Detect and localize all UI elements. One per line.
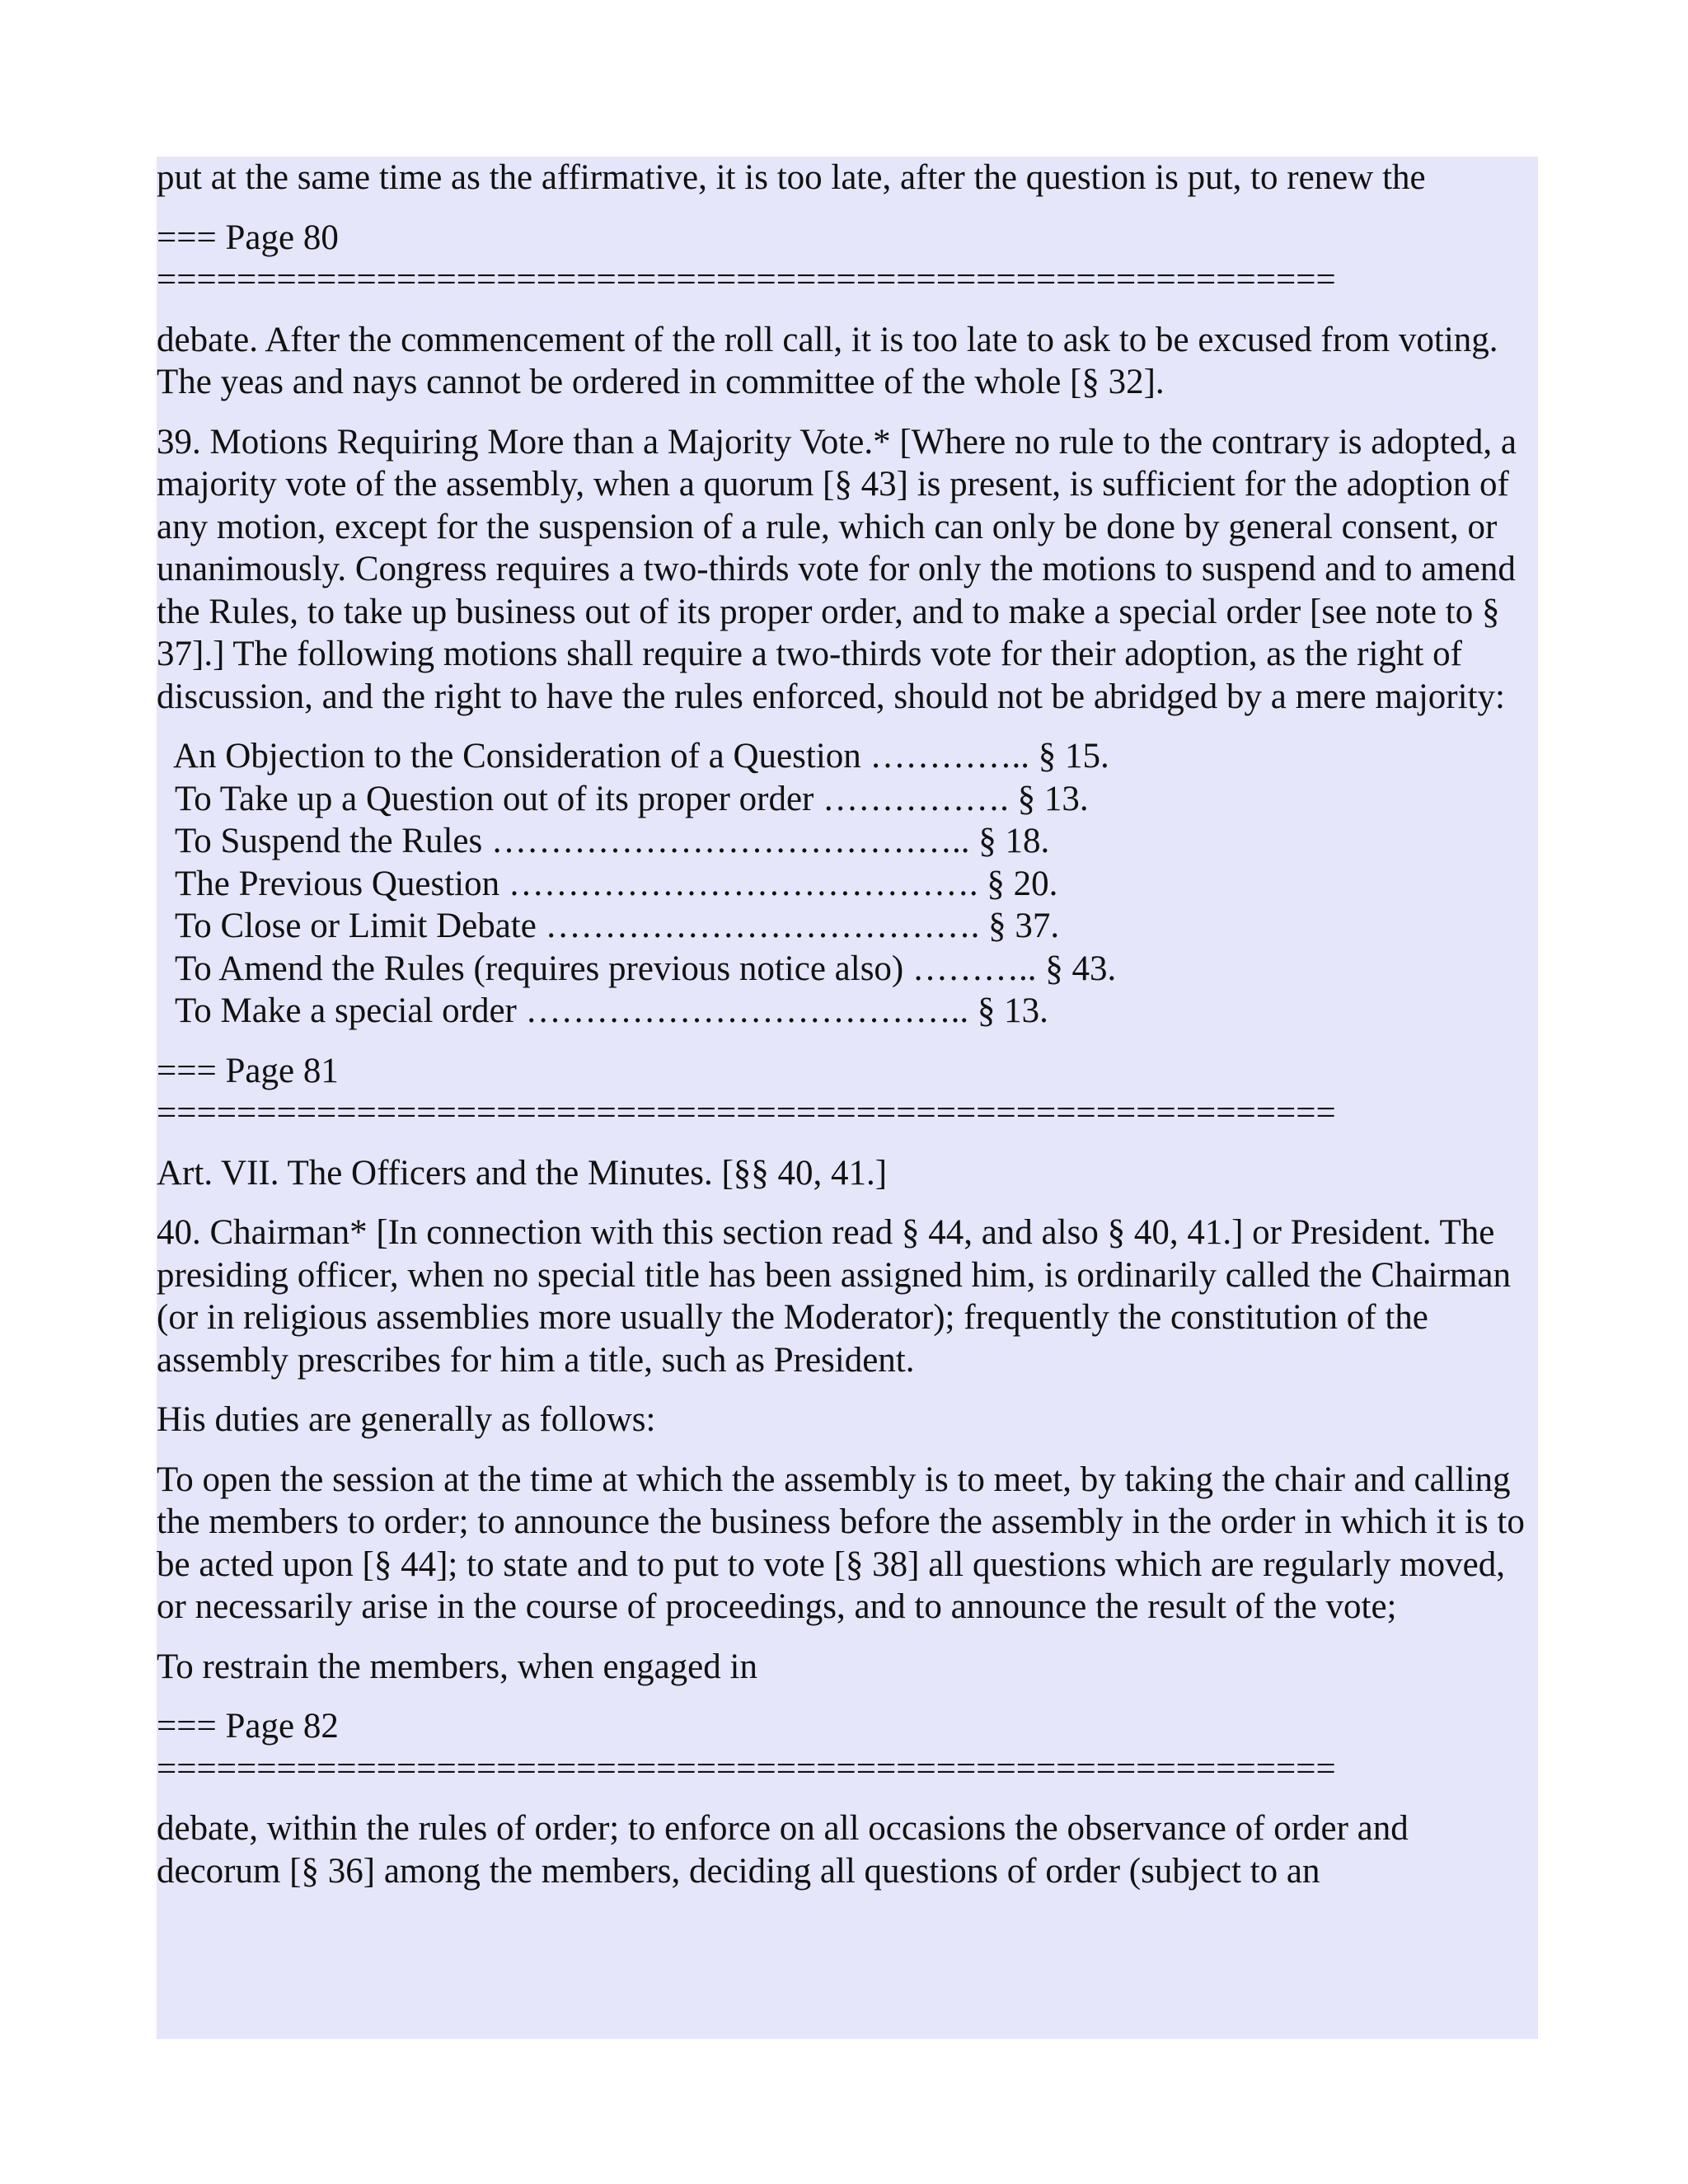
paragraph: His duties are generally as follows: bbox=[157, 1400, 656, 1439]
section-40-paragraph: 40. Chairman* [In connection with this section read § 44, and also § 40, 41.] or President. The presiding officer, when no special title has been assigned him, is ordinarily called the Chairman (or in religious assemblies more usually the Moderator); frequently the constitution of the assembly prescribes for him a title, such as President. bbox=[157, 1213, 1511, 1380]
page-marker-82 bbox=[157, 1705, 1538, 1790]
paragraph: To open the session at the time at which the assembly is to meet, by taking the chair and calling the members to order; to announce the business before the assembly in the order in which it is to be acted upon [§ 44]; to state and to put to vote [§ 38] all questions which are regularly moved, or necessarily arise in the course of proceedings, and to announce the result of the vote; bbox=[157, 1460, 1525, 1626]
page-label: === Page 82 bbox=[157, 1707, 339, 1746]
list-item: To Take up a Question out of its proper order ……………. § 13. bbox=[175, 779, 1089, 818]
paragraph: put at the same time as the affirmative, it is too late, after the question is put, to renew the bbox=[157, 158, 1426, 197]
list-item: To Close or Limit Debate ………………………………. § 37. bbox=[175, 907, 1060, 945]
list-item: The Previous Question …………………………………. § 20. bbox=[175, 864, 1058, 903]
page-label: === Page 81 bbox=[157, 1051, 339, 1090]
two-thirds-motions-list bbox=[157, 735, 1538, 1033]
paragraph: To restrain the members, when engaged in bbox=[157, 1647, 757, 1686]
list-item: To Amend the Rules (requires previous notice also) ……….. § 43. bbox=[175, 949, 1117, 988]
page-marker-81 bbox=[157, 1050, 1538, 1135]
page-separator: =========================================================== bbox=[157, 1749, 1336, 1788]
paragraph: debate. After the commencement of the roll call, it is too late to ask to be excused from voting. The yeas and nays cannot be ordered in committee of the whole [§ 32]. bbox=[157, 320, 1498, 401]
page-label: === Page 80 bbox=[157, 218, 339, 257]
page-marker-80 bbox=[157, 217, 1538, 302]
list-item: To Make a special order ……………………………….. § 13. bbox=[175, 991, 1048, 1030]
article-heading: Art. VII. The Officers and the Minutes. [§§ 40, 41.] bbox=[157, 1153, 888, 1193]
page-separator: =========================================================== bbox=[157, 1094, 1336, 1132]
page-separator: =========================================================== bbox=[157, 260, 1336, 299]
list-item: An Objection to the Consideration of a Question ………….. § 15. bbox=[173, 737, 1109, 776]
document-body bbox=[157, 157, 1538, 2039]
paragraph: debate, within the rules of order; to enforce on all occasions the observance of order and decorum [§ 36] among the members, deciding all questions of order (subject to an bbox=[157, 1809, 1409, 1891]
section-39-paragraph: 39. Motions Requiring More than a Majority Vote.* [Where no rule to the contrary is adopted, a majority vote of the assembly, when a quorum [§ 43] is present, is sufficient for the adoption of any motion, except for the suspension of a rule, which can only be done by general consent, or unanimously. Congress requires a two-thirds vote for only the motions to suspend and to amend the Rules, to take up business out of its proper order, and to make a special order [see note to § 37].] The following motions shall require a two-thirds vote for their adoption, as the right of discussion, and the right to have the rules enforced, should not be abridged by a mere majority: bbox=[157, 422, 1517, 716]
list-item: To Suspend the Rules ………………………………….. § 18. bbox=[175, 822, 1050, 860]
